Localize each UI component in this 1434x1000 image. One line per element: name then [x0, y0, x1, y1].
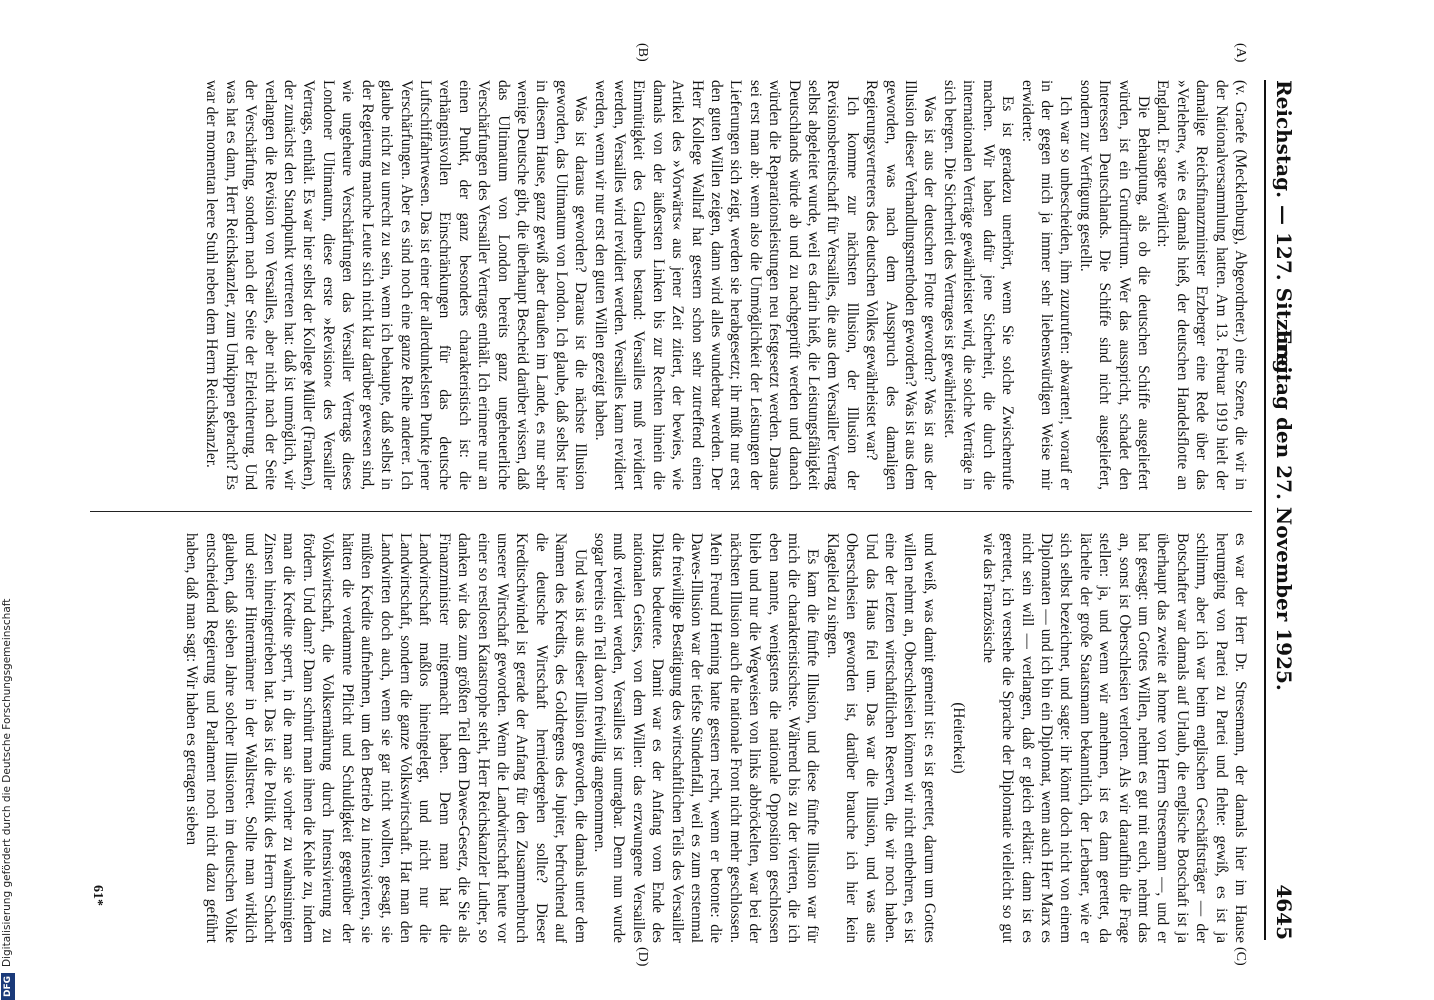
- quote-paragraph: Die Behauptung, als ob die deutschen Schiffe ausgeliefert würden, ist ein Grundirrtum. Wer das ausspricht, schadet den Interessen Deutschlands. Die Schiffe sind nicht ausgeliefert, sondern zur Verfügung gestellt.: [1076, 80, 1152, 490]
- header-session: Reichstag. — 127. Sitzung.: [1272, 80, 1296, 381]
- paragraph: Was ist daraus geworden? Daraus ist die nächste Illusion geworden, das Ultimatum von London. Ich glaube, daß selbst hier in diesem Hause, ganz gewiß aber draußen im Lande, es nur sehr wenige Deutsche gibt, die überhaupt Bescheid darüber wissen, daß das Ultimatum von London bereits ganz ungeheuerliche Verschärfungen des Versailler Vertrags enthält. Ich erinnere nur an einen Punkt, der ganz besonders charakteristisch ist: die verhängnisvollen Einschränkungen für das deutsche Luftschiffahrtwesen. Das ist einer der allerdunkelsten Punkte jener Verschärfungen. Aber es sind noch eine ganze Reihe anderer. Ich glaube nicht zu unrecht zu sein, wenn ich behaupte, daß selbst in der Regierung manche Leute sich nicht klar darüber gewesen sind, wie ungeheure Verschärfungen das Versailler Vertrags dieses Londoner Ultimatum, diese erste »Revision« des Versailler Vertrags, enthält. Es war hier selbst der Kollege Müller (Franken), der zunächst den Standpunkt vertreten hat: daß ist unmöglich, wir verlangen die Revision von Versailles, aber nicht nach der Seite der Verschärfung, sondern nach der Seite der Erleichterung. Und was hat es dann, Herr Reichskanzler, zum Umkippen gebracht? Es war der momentan leere Stuhl neben dem Herrn Reichskanzler.: [203, 80, 590, 490]
- document-page: [80, 25, 1310, 975]
- right-text-column: [90, 533, 1250, 943]
- paragraph: Und was ist aus dieser Illusion geworden, die damals unter dem Namen des Kredits, des Goldregens des Jupiter, befruchtend auf die deutsche Wirtschaft herniedergehen sollte? Dieser Kreditschwindel ist gerade der Anfang für den Zusammenbruch unserer Wirtschaft geworden. Wenn die Landwirtschaft heute vor einer so restlosen Katastrophe steht, Herr Reichskanzler Luther, so danken wir das zum größten Teil dem Dawes-Gesetz, die Sie als Finanzminister mitgemacht haben. Denn man hat die Landwirtschaft maßlos hineingelegt, und nicht nur die Landwirtschaft, sondern die ganze Volkswirtschaft. Hat man den Landwirten doch auch, wenn sie gar nicht wollten, gesagt, sie müßten Kredite aufnehmen, um den Betrieb zu intensivieren, sie hätten die verdammte Pflicht und Schuldigkeit gegenüber der Volkswirtschaft, die Volksernährung durch Intensivierung zu fördern. Und dann? Dann schnürt man ihnen die Kehle zu, indem man die Kredite sperrt, in die man sie vorher zu wahnsinnigen Zinsen hineingetrieben hat. Das ist die Politik des Herrn Schacht und seiner Hintermänner in der Wallstreet. Sollte man wirklich glauben, daß sieben Jahre solcher Illusionen im deutschen Volke entscheidend Regierung und Parlament noch nicht dazu geführt haben, daß man sagt: Wir haben es getragen sieben: [183, 533, 589, 943]
- margin-marker-c: (C): [1233, 947, 1248, 966]
- margin-marker-b: (B): [635, 43, 650, 62]
- header-date: Freitag den 27. November 1925.: [1272, 329, 1296, 691]
- credit-text: Digitalisierung gefördert durch die Deutsche Forschungsgemeinschaft: [1, 598, 13, 967]
- paragraph: Ich war so unbescheiden, ihm zuzurufen: abwarten!, worauf er in der gegen mich ja immer sehr liebenswürdigen Weise mir erwiderte:: [1018, 80, 1075, 490]
- dfg-logo-icon: DFG: [1, 973, 15, 1000]
- page-signature: 61*: [90, 885, 105, 906]
- paragraph: Es kam die fünfte Illusion, und diese fünfte Illusion war für mich die charakteristischste. Während bis zu der vierten, die ich eben nannte, wenigstens die nationale Opposition geschlossen blieb und nur die Wegweisen von links abbröckelten, war bei der nächsten Illusion auch die nationale Front nicht mehr geschlossen. Mein Freund Henning hatte gestern recht, wenn er betonte: die Dawes-Illusion war der tiefste Sündenfall, weil es zum erstenmal die freiwillige Bestätigung des wirtschaftlichen Teils des Versailler Diktats bedeutete. Damit war es der Anfang vom Ende des nationalen Geistes, von dem Willen: das erzwungene Versailles muß revidiert werden, Versailles ist untragbar. Denn nun wurde sogar bereits ein Teil davon freiwillig angenommen.: [591, 533, 822, 943]
- digitization-credit: [0, 0, 14, 1000]
- paragraph: Ich komme zur nächsten Illusion, der Illusion der Revisionsbereitschaft für Versailles, die aus dem Versailler Vertrag selbst abgeleitet wurde, weil es darin hieß, die Leistungsfähigkeit Deutschlands würde ab und zu nachgeprüft werden und danach würden die Reparationsleistungen neu festgesetzt werden. Daraus sei erst man ab: wenn also die Unmöglichkeit der Leistungen der Lieferungen sich zeigt, werden sie herabgesetzt; ihr müßt nur erst den guten Willen zeigen, dann wird alles wunderbar werden. Der Herr Kollege Wallraf hat gestern schon sehr zutreffend einen Artikel des »Vorwärts« aus jener Zeit zitiert, der bewies, wie damals von der äußersten Linken bis zur Rechten hinein die Einmütigkeit des Glaubens bestand: Versailles muß revidiert werden, Versailles wird revidiert werden. Versailles kann revidiert werden, wenn wir nur erst den guten Willen gezeigt haben.: [591, 80, 861, 490]
- page-header: [1264, 80, 1306, 940]
- margin-marker-a: (A): [1233, 43, 1248, 63]
- paragraph: und weiß, was damit gemeint ist: es ist gerettet, darum um Gottes willen nehmt an, Oberschlesien können wir nicht entbehren, es ist eine der letzten wirtschaftlichen Reserven, die wir noch haben. Und das Haus fiel um. Das war die Illusion, und was aus Oberschlesien geworden ist, darüber brauche ich hier kein Klagelied zu singen.: [823, 533, 938, 943]
- header-page-number: 4645: [1272, 884, 1296, 940]
- left-text-column: [90, 80, 1250, 490]
- paragraph: (v. Graefe (Mecklenburg), Abgeordneter.) eine Szene, die wir in der Nationalversammlung hatten. Am 13. Februar 1919 hielt der damalige Reichsfinanzminister Erzberger eine Rede über das »Verlehen«, wie es damals hieß, der deutschen Handelsflotte an England. Er sagte wörtlich:: [1154, 80, 1249, 490]
- quote-paragraph: Es ist geradezu unerhört, wenn Sie solche Zwischenrufe machen. Wir haben dafür jene Sicherheit, die durch die internationalen Verträge gewährleistet wird, die solche Verträge in sich bergen. Die Sicherheit des Vertrages ist gewährleistet.: [940, 80, 1017, 490]
- interjection: (Heiterkeit): [950, 702, 968, 774]
- margin-marker-d: (D): [635, 947, 650, 967]
- paragraph: Was ist aus der deutschen Flotte geworden? Was ist aus der Illusion dieser Verhandlungsmethoden geworden? Was ist aus dem geworden, was nach dem Ausspruch des damaligen Regierungsvertreters des deutschen Volkes gewährleistet war?: [863, 80, 939, 490]
- column-divider: [90, 511, 1252, 512]
- paragraph: es war der Herr Dr. Stresemann, der damals hier im Hause herumging von Partei zu Partei und flehte: gewiß, es ist ja schlimm, aber ich war beim englischen Geschäftsträger — der Botschafter war damals auf Urlaub, die englische Botschaft ist ja überhaupt das zweite at home von Herrn Stresemann —, und er hat gesagt: um Gottes Willen, nehmt es gut mit euch, nehmt das an, sonst ist Oberschlesien verloren. Als wir daraufhin die Frage stellen: ja, und wenn wir annehmen, ist es dann gerettet, da lächelte der große Staatsmann bekanntlich, der Lerbaner, wie er sich selbst bezeichnet, und sagte: ihr könnt doch nicht von einem Diplomaten — und ich bin ein Diplomat, wenn auch Herr Marx es nicht sein will — verlangen, daß er gleich erklärt: dann ist es gerettet, ich verstehe die Sprache der Diplomatie vielleicht so gut wie das Französische: [979, 533, 1249, 943]
